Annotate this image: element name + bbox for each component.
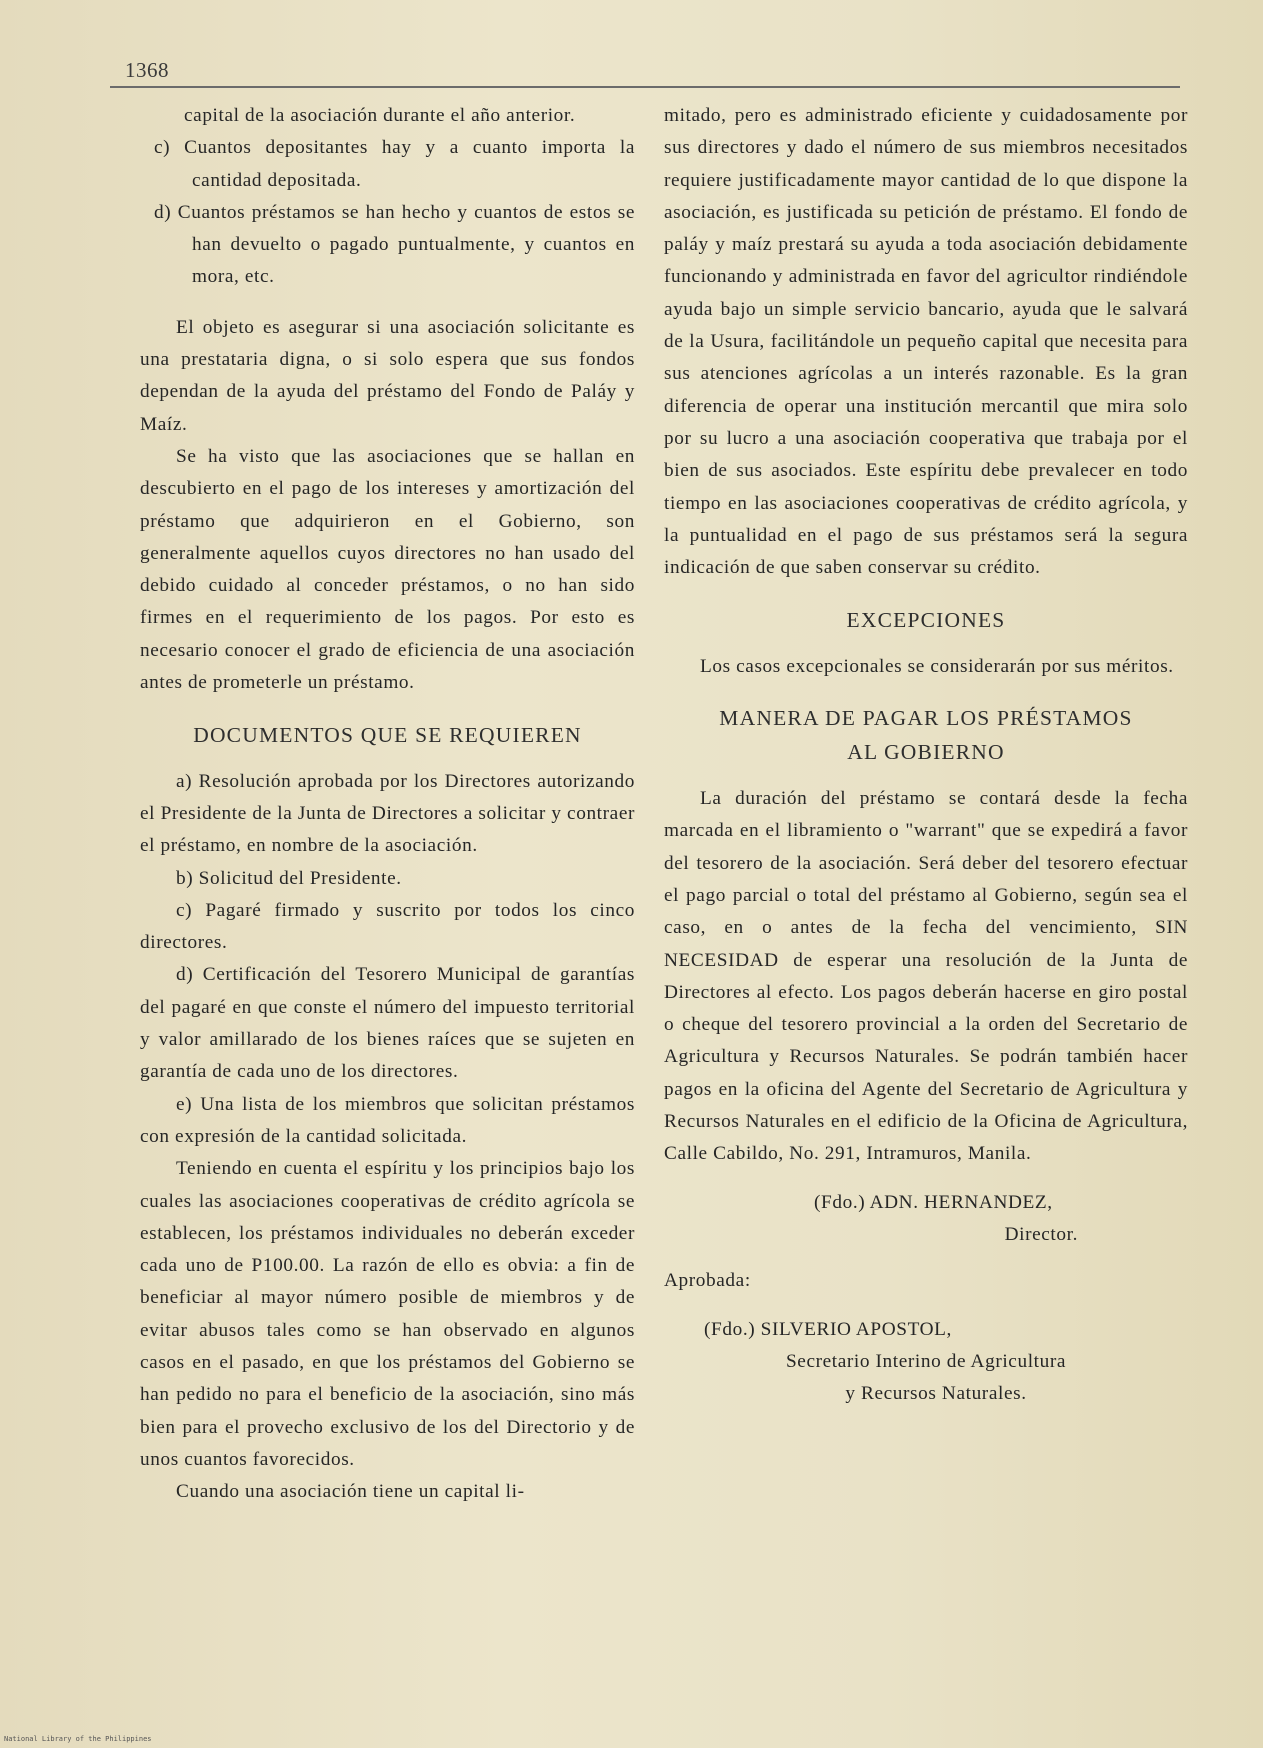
heading-manera-line-1: MANERA DE PAGAR LOS PRÉSTAMOS bbox=[719, 706, 1133, 731]
paragraph-cuando: Cuando una asociación tiene un capital li- bbox=[176, 1481, 525, 1503]
document-item-e: e) Una lista de los miembros que solicitan préstamos con expresión de la cantidad solicitada. bbox=[140, 1093, 635, 1147]
signature-director-name: (Fdo.) ADN. HERNANDEZ, bbox=[814, 1191, 1053, 1213]
document-item-d: d) Certificación del Tesorero Municipal de garantías del pagaré en que conste el número del impuesto territorial y valor amillarado de los bienes raíces que se sujeten en garantía de cada uno de los directores. bbox=[140, 964, 635, 1083]
list-item-d: d) Cuantos préstamos se han hecho y cuantos de estos se han devuelto o pagado puntualmente, y cuantos en mora, etc. bbox=[154, 201, 635, 288]
signature-secretary-name: (Fdo.) SILVERIO APOSTOL, bbox=[704, 1318, 952, 1340]
paragraph-casos: Los casos excepcionales se considerarán por sus méritos. bbox=[700, 655, 1174, 677]
signature-secretary-title-2: y Recursos Naturales. bbox=[845, 1383, 1027, 1405]
paragraph-duracion: La duración del préstamo se contará desde la fecha marcada en el libramiento o "warrant" que se expedirá a favor del tesorero de la asociación. Será deber del tesorero efectuar el pago parcial o total del préstamo al Gobierno, según sea el caso, en o antes de la fecha del vencimiento, SIN NECESIDAD de esperar una resolución de la Junta de Directores al efecto. Los pagos deberán hacerse en giro postal o cheque del tesorero provincial a la orden del Secretario de Agricultura y Recursos Naturales. Se podrán también hacer pagos en la oficina del Agente del Secretario de Agricultura y Recursos Naturales en el edificio de la Oficina de Agricultura, Calle Cabildo, No. 291, Intramuros, Manila. bbox=[664, 788, 1188, 1165]
paragraph-teniendo: Teniendo en cuenta el espíritu y los principios bajo los cuales las asociaciones cooperativas de crédito agrícola se establecen, los préstamos individuales no deberán exceder cada uno de P100.00. La razón de ello es obvia: a fin de beneficiar al mayor número posible de miembros y de evitar abusos tales como se han observado en algunos casos en el pasado, en que los préstamos del Gobierno se han pedido no para el beneficio de la asociación, sino más bien para el provecho exclusivo de los del Directorio y de unos cuantos favorecidos. bbox=[140, 1158, 635, 1470]
heading-manera bbox=[664, 701, 1188, 769]
document-item-a: a) Resolución aprobada por los Directores autorizando el Presidente de la Junta de Directores a solicitar y contraer el préstamo, en nombre de la asociación. bbox=[140, 770, 635, 857]
heading-manera-line-2: AL GOBIERNO bbox=[847, 740, 1005, 765]
paragraph-continuation: mitado, pero es administrado eficiente y cuidadosamente por sus directores y dado el número de sus miembros necesitados requiere justificadamente mayor cantidad de lo que dispone la asociación, es justificada su petición de préstamo. El fondo de paláy y maíz prestará su ayuda a toda asociación debidamente funcionando y administrada en favor del agricultor rindiéndole ayuda bajo un simple servicio bancario, ayuda que le salvará de la Usura, facilitándole un pequeño capital que necesita para sus atenciones agrícolas a un interés razonable. Es la gran diferencia de operar una institución mercantil que mira solo por su lucro a una asociación cooperativa que trabaja por el bien de sus asociados. Este espíritu debe prevalecer en todo tiempo en las asociaciones cooperativas de crédito agrícola, y la puntualidad en el pago de sus préstamos será la segura indicación de que saben conservar su crédito. bbox=[664, 105, 1188, 579]
left-column bbox=[140, 100, 635, 1508]
signature-block-secretary bbox=[664, 1314, 1188, 1411]
signature-block-director bbox=[664, 1187, 1188, 1252]
document-item-c: c) Pagaré firmado y suscrito por todos los cinco directores. bbox=[140, 899, 635, 954]
library-stamp: National Library of the Philippines bbox=[4, 1735, 152, 1743]
approved-label: Aprobada: bbox=[664, 1270, 751, 1292]
signature-secretary-title-1: Secretario Interino de Agricultura bbox=[785, 1350, 1067, 1372]
header-rule bbox=[110, 86, 1180, 88]
paragraph-capital-continuation: capital de la asociación durante el año anterior. bbox=[184, 105, 576, 126]
heading-documentos: DOCUMENTOS QUE SE REQUIEREN bbox=[193, 723, 582, 748]
signature-director-title: Director. bbox=[1004, 1223, 1078, 1245]
paragraph-visto: Se ha visto que las asociaciones que se hallan en descubierto en el pago de los intereses y amortización del préstamo que adquirieron en el Gobierno, son generalmente aquellos cuyos directores no han usado del debido cuidado al conceder préstamos, o no han sido firmes en el requerimiento de los pagos. Por esto es necesario conocer el grado de eficiencia de una asociación antes de prometerle un préstamo. bbox=[140, 445, 635, 694]
right-column bbox=[664, 100, 1188, 1410]
heading-excepciones: EXCEPCIONES bbox=[846, 608, 1006, 633]
paragraph-objeto: El objeto es asegurar si una asociación solicitante es una prestataria digna, o si solo espera que sus fondos dependan de la ayuda del préstamo del Fondo de Paláy y Maíz. bbox=[140, 316, 635, 435]
page-number: 1368 bbox=[125, 58, 169, 82]
list-item-c: c) Cuantos depositantes hay y a cuanto importa la cantidad depositada. bbox=[154, 137, 635, 191]
document-item-b: b) Solicitud del Presidente. bbox=[176, 867, 402, 889]
